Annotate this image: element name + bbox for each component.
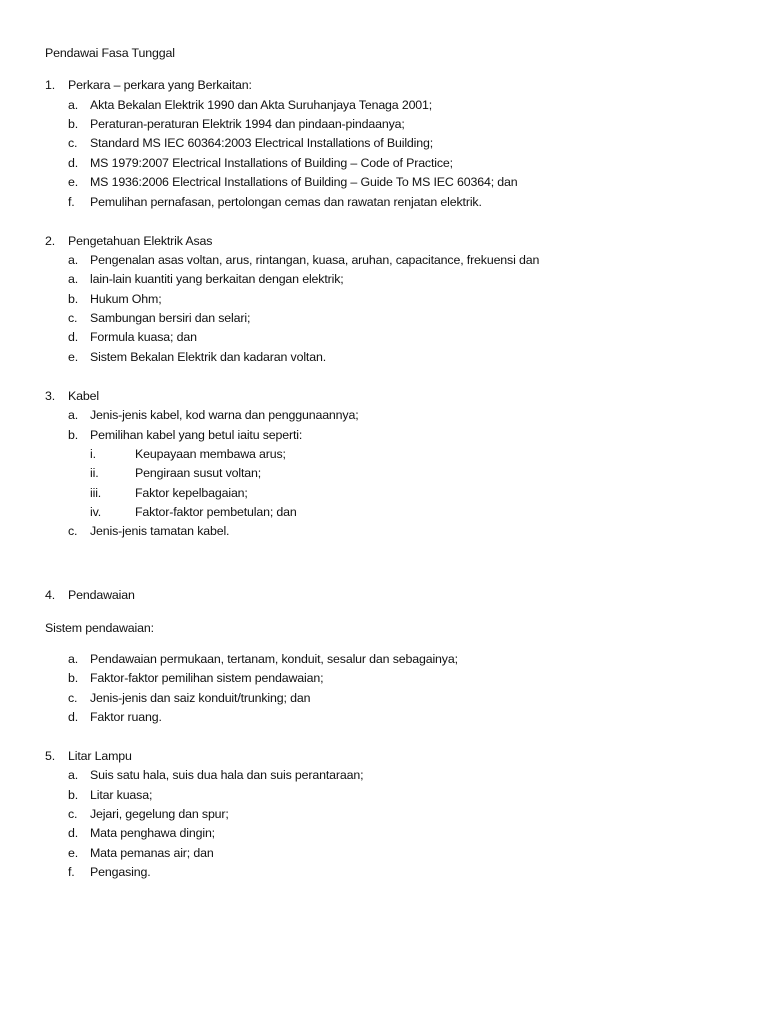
list-item-marker: d.	[68, 826, 79, 840]
list-item: Pengenalan asas voltan, arus, rintangan, kuasa, aruhan, capacitance, frekuensi dan	[90, 253, 540, 267]
sublist-item-marker: i.	[90, 447, 96, 461]
list-item-marker: a.	[68, 768, 79, 782]
list-item-marker: b.	[68, 292, 79, 306]
list-item: Peraturan-peraturan Elektrik 1994 dan pindaan-pindaanya;	[90, 117, 405, 131]
list-item: Formula kuasa; dan	[90, 330, 197, 344]
list-item-marker: d.	[68, 710, 79, 724]
section-3-number: 3.	[45, 389, 56, 403]
list-item: Akta Bekalan Elektrik 1990 dan Akta Suruhanjaya Tenaga 2001;	[90, 98, 433, 112]
section-3-heading: Kabel	[68, 389, 99, 403]
list-item: lain-lain kuantiti yang berkaitan dengan elektrik;	[90, 272, 344, 286]
list-item-marker: f.	[68, 195, 75, 209]
list-item-marker: a.	[68, 272, 79, 286]
sublist-item-marker: ii.	[90, 466, 99, 480]
list-item: Suis satu hala, suis dua hala dan suis perantaraan;	[90, 768, 364, 782]
list-item-marker: a.	[68, 253, 79, 267]
section-2-heading: Pengetahuan Elektrik Asas	[68, 234, 213, 248]
list-item-marker: b.	[68, 671, 79, 685]
list-item: Pemulihan pernafasan, pertolongan cemas dan rawatan renjatan elektrik.	[90, 195, 482, 209]
list-item: Pendawaian permukaan, tertanam, konduit, sesalur dan sebagainya;	[90, 652, 458, 666]
list-item-marker: d.	[68, 156, 79, 170]
list-item: Pemilihan kabel yang betul iaitu seperti:	[90, 428, 303, 442]
list-item: Sistem Bekalan Elektrik dan kadaran voltan.	[90, 350, 326, 364]
list-item: MS 1979:2007 Electrical Installations of Building – Code of Practice;	[90, 156, 453, 170]
list-item: Jejari, gegelung dan spur;	[90, 807, 229, 821]
list-item-marker: b.	[68, 428, 79, 442]
list-item: Pengasing.	[90, 865, 151, 879]
list-item: MS 1936:2006 Electrical Installations of Building – Guide To MS IEC 60364; dan	[90, 175, 518, 189]
list-item-marker: c.	[68, 311, 78, 325]
section-5-heading: Litar Lampu	[68, 749, 132, 763]
sublist-item: Keupayaan membawa arus;	[135, 447, 286, 461]
list-item-marker: f.	[68, 865, 75, 879]
document-title: Pendawai Fasa Tunggal	[45, 46, 175, 60]
list-item: Faktor ruang.	[90, 710, 162, 724]
list-item-marker: c.	[68, 136, 78, 150]
list-item-marker: b.	[68, 117, 79, 131]
list-item-marker: e.	[68, 175, 79, 189]
list-item-marker: e.	[68, 350, 79, 364]
list-item: Sambungan bersiri dan selari;	[90, 311, 251, 325]
list-item: Hukum Ohm;	[90, 292, 162, 306]
list-item-marker: a.	[68, 408, 79, 422]
section-1-number: 1.	[45, 78, 56, 92]
section-2-number: 2.	[45, 234, 56, 248]
list-item-marker: d.	[68, 330, 79, 344]
section-5-number: 5.	[45, 749, 56, 763]
list-item-marker: c.	[68, 807, 78, 821]
list-item: Standard MS IEC 60364:2003 Electrical Installations of Building;	[90, 136, 434, 150]
list-item-marker: c.	[68, 524, 78, 538]
sublist-item: Pengiraan susut voltan;	[135, 466, 262, 480]
section-4-number: 4.	[45, 588, 56, 602]
list-item: Litar kuasa;	[90, 788, 153, 802]
list-item: Mata penghawa dingin;	[90, 826, 215, 840]
list-item-marker: b.	[68, 788, 79, 802]
sublist-item-marker: iii.	[90, 486, 102, 500]
sublist-item: Faktor kepelbagaian;	[135, 486, 248, 500]
list-item: Mata pemanas air; dan	[90, 846, 214, 860]
list-item-marker: a.	[68, 652, 79, 666]
list-item: Jenis-jenis tamatan kabel.	[90, 524, 230, 538]
section-4-heading: Pendawaian	[68, 588, 135, 602]
list-item: Faktor-faktor pemilihan sistem pendawaian;	[90, 671, 324, 685]
sublist-item-marker: iv.	[90, 505, 102, 519]
list-item-marker: c.	[68, 691, 78, 705]
list-item: Jenis-jenis dan saiz konduit/trunking; dan	[90, 691, 311, 705]
list-item-marker: e.	[68, 846, 79, 860]
sublist-item: Faktor-faktor pembetulan; dan	[135, 505, 297, 519]
section-1-heading: Perkara – perkara yang Berkaitan:	[68, 78, 252, 92]
list-item: Jenis-jenis kabel, kod warna dan penggunaannya;	[90, 408, 359, 422]
section-4-subheading: Sistem pendawaian:	[45, 621, 154, 635]
list-item-marker: a.	[68, 98, 79, 112]
